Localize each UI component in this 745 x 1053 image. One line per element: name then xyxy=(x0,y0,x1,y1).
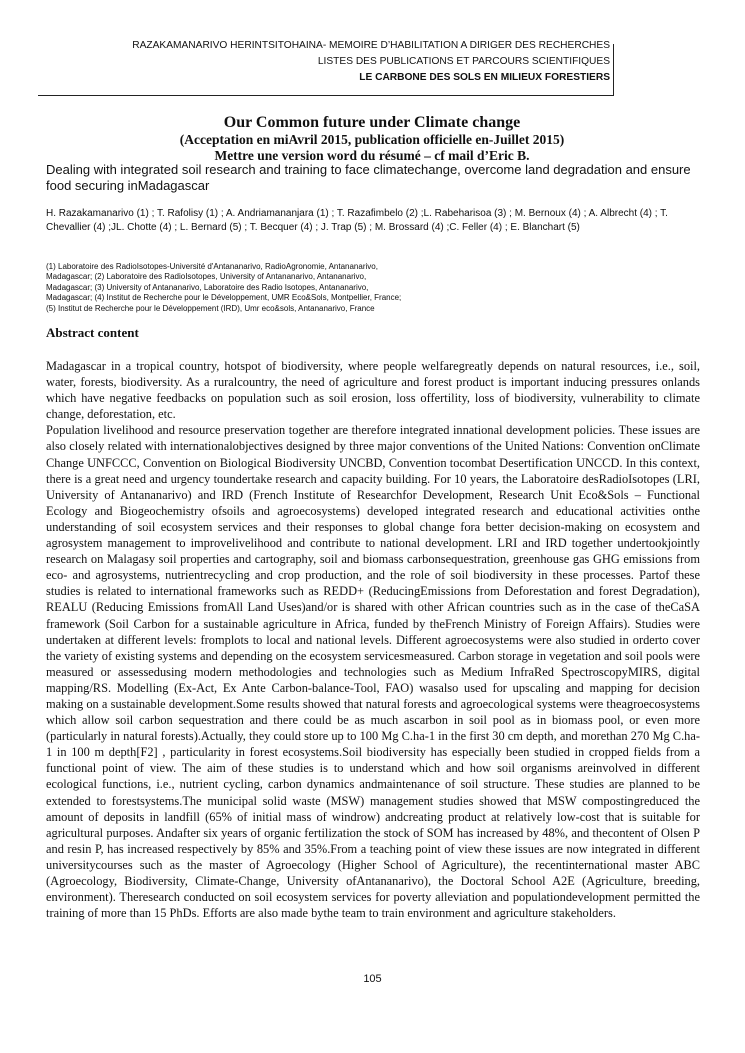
abstract-paragraph: Population livelihood and resource preservation together are therefore integrated innational development policies. These issues are also closely related with internationalobjectives designed by three major conventions of the United Nations: Convention onClimate Change UNFCCC, Convention on Biological Biodiversity UNCBD, Convention tocombat Desertification UNCCD. In this context, there is a great need and urgency toundertake research and capacity building. For 10 years, the Laboratoire desRadioIsotopes (LRI, University of Antananarivo) and IRD (French Institute of Researchfor Development, Research Unit Eco&Sols – Functional Ecology and Biogeochemistry ofsoils and agroecosystems) developed integrated research and educational activities onthe understanding of soil ecosystem services and their responses to global change fora better decision-making on ecosystem and agrosystem management to improvelivelihood and contribute to national development. LRI and IRD together undertookjointly research on Malagasy soil properties and cartography, soil and biomass carbonsequestration, greenhouse gas GHG emissions from eco- and agrosystems, nutrientrecycling and crop production, and the role of soil biodiversity in these processes. Partof these studies is related to international frameworks such as REDD+ (ReducingEmissions from Deforestation and forest Degradation), REALU (Reducing Emissions fromAll Land Uses)and/or is shared with other African countries such as in the case of theCaSA framework (Soil Carbon for a sustainable agriculture in Africa, funded by theFrench Ministry of Foreign Affairs). Studies were undertaken at different levels: fromplots to local and national levels. Different agroecosystems were also studied in orderto cover the variety of existing systems and depending on the ecosystem servicesmeasured. Carbon storage in vegetation and soil pools were measured or assessedusing modern methodologies and technologies such as Medium InfraRed SpectroscopyMIRS, digital mapping/RS. Modelling (Ex-Act, Ex Ante Carbon-balance-Tool, FAO) wasalso used for upscaling and mapping for decision making on a sustainable development.Some results showed that natural forests and agroecological systems were theagroecosystems which allow soil carbon sequestration and there could be as much ascarbon in soil pool as in biomass pool, or even more (particularly in natural forests).Actually, they could store up to 100 Mg C.ha-1 in the first 30 cm depth, and morethan 270 Mg C.ha-1 in 100 m depth[F2] , particularity in forest ecosystems.Soil biodiversity has especially been studied in cropped fields from a functional point of view. The aim of these studies is to understand which and how soil organisms areinvolved in different ecological functions, i.e., nutrient cycling, carbon dynamics andmaintenance of soil structure. These studies are planned to be extended to forestsystems.The municipal solid waste (MSW) management studies showed that MSW compostingreduced the amount of deposits in landfill (65% of initial mass of windrow) andcreating product at relatively low-cost that is suitable for agricultural purposes. Andafter six years of organic fertilization the stock of SOM has increased by 48%, and thecontent of Olsen P and resin P, has increased respectively by 85% and 35%.From a teaching point of view these issues are now integrated in different universitycourses such as the master of Agroecology (Higher School of Agriculture), the recentinternational master ABC (Agroecology, Biodiversity, Climate-Change, University ofAntananarivo), the Doctoral School A2E (Agriculture, breeding, environment). Theresearch conducted on soil ecosystem services for poverty alleviation and populationdevelopment permitted the training of more than 15 PhDs. Efforts are also made bythe team to train environment and agriculture stakeholders. xyxy=(46,423,700,921)
abstract-body xyxy=(46,358,700,921)
running-header xyxy=(38,38,614,86)
affiliation-line: Madagascar; (4) Institut de Recherche pour le Développement, UMR Eco&Sols, Montpellier, France; xyxy=(46,293,402,303)
affiliations xyxy=(46,262,506,314)
header-bottom-rule xyxy=(38,95,614,96)
header-author-line: RAZAKAMANARIVO HERINTSITOHAINA- MEMOIRE D’HABILITATION A DIRIGER DES RECHERCHES xyxy=(132,40,610,51)
header-chapter-line: LE CARBONE DES SOLS EN MILIEUX FORESTIERS xyxy=(359,72,610,83)
header-section-line: LISTES DES PUBLICATIONS ET PARCOURS SCIENTIFIQUES xyxy=(317,56,610,67)
affiliation-line: Madagascar; (3) University of Antananarivo, Laboratoire des Radio Isotopes, Antananarivo, xyxy=(46,282,369,292)
affiliation-line: (5) Institut de Recherche pour le Développement (IRD), Umr eco&sols, Antananarivo, France xyxy=(46,303,375,313)
author-list: H. Razakamanarivo (1) ; T. Rafolisy (1) ; A. Andriamananjara (1) ; T. Razafimbelo (2) ;L. Rabeharisoa (3) ; M. Bernoux (4) ; A. Albrecht (4) ; T. Chevallier (4) ;JL. Chotte (4) ; L. Bernard (5) ; T. Becquer (4) ; J. Trap (5) ; M. Brossard (4) ;C. Feller (4) ; E. Blanchart (5) xyxy=(46,208,668,233)
abstract-heading: Abstract content xyxy=(46,325,139,340)
acceptance-note: (Acceptation en miAvril 2015, publication officielle en-Juillet 2015) xyxy=(179,132,565,147)
page-title: Our Common future under Climate change xyxy=(223,114,521,131)
paper-subtitle: Dealing with integrated soil research and training to face climatechange, overcome land degradation and ensure food securing inMadagascar xyxy=(46,162,691,193)
editor-note: Mettre une version word du résumé – cf mail d’Eric B. xyxy=(214,148,530,163)
abstract-paragraph: Madagascar in a tropical country, hotspot of biodiversity, where people welfaregreatly depends on natural resources, i.e., soil, water, forests, biodiversity. As a ruralcountry, the need of agriculture and forest product is important inducing pressures onlands which have negative feedbacks on population such as soil erosion, loss offertility, loss of biodiversity, vulnerability to climate change, deforestation, etc. xyxy=(46,359,700,422)
header-right-rule xyxy=(613,44,614,96)
affiliation-line: (1) Laboratoire des RadioIsotopes-Université d'Antananarivo, RadioAgronomie, Antananarivo, xyxy=(46,262,378,271)
title-block xyxy=(46,113,698,164)
affiliation-line: Madagascar; (2) Laboratoire des RadioIsotopes, University of Antananarivo, Antananarivo, xyxy=(46,272,367,282)
page-number: 105 xyxy=(363,973,382,985)
